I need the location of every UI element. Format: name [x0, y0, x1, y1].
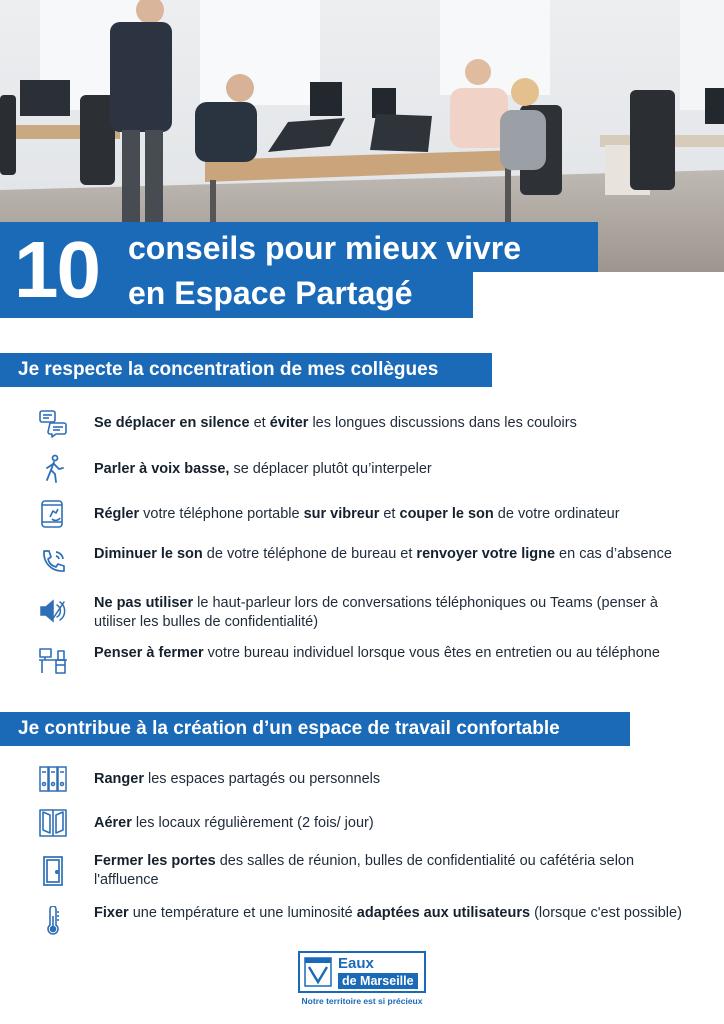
tip-text-segment: en cas d’absence — [555, 546, 672, 562]
tip-text-segment: le haut-parleur lors de conversations téléphoniques ou Teams (penser à utiliser les bulles de confidentialité) — [94, 595, 658, 630]
thermometer-icon — [38, 906, 68, 936]
tip-text-segment: votre bureau individuel lorsque vous êtes en entretien ou au téléphone — [203, 645, 660, 661]
tip-text-segment: et — [249, 415, 270, 431]
tip-text — [94, 852, 694, 890]
tip-text — [94, 644, 694, 663]
tip-text — [94, 814, 694, 833]
tip-text — [94, 545, 694, 564]
tip-emphasis: Fermer les portes — [94, 853, 216, 869]
tip-text-segment: les espaces partagés ou personnels — [143, 771, 381, 787]
tip-emphasis: Diminuer le son — [94, 546, 203, 562]
phone-vibrate-icon — [38, 499, 68, 529]
door-icon — [38, 856, 68, 886]
tip-text-segment: votre téléphone portable — [139, 506, 304, 522]
window-icon — [38, 808, 68, 838]
speaker-muted-icon — [38, 596, 68, 626]
logo-tagline: Notre territoire est si précieux — [301, 996, 423, 1006]
logo-mark-icon — [304, 957, 332, 987]
telephone-icon — [38, 547, 68, 577]
tip-emphasis: Ranger — [94, 771, 144, 787]
tip-text-segment: se déplacer plutôt qu’interpeler — [229, 461, 432, 477]
tip-text — [94, 505, 694, 524]
title-number: 10 — [14, 225, 99, 314]
tip-emphasis: Se déplacer en silence — [94, 415, 250, 431]
tip-text-segment: une température et une luminosité — [128, 905, 357, 921]
tip-text — [94, 770, 694, 789]
tip-emphasis: adaptées aux utilisateurs — [356, 905, 531, 921]
tip-text-segment: les longues discussions dans les couloirs — [308, 415, 577, 431]
section-heading-concentration: Je respecte la concentration de mes collègues — [0, 353, 492, 387]
tip-text-segment: et — [379, 506, 400, 522]
binders-icon — [38, 764, 68, 794]
office-desk-icon — [38, 646, 68, 676]
speech-bubbles-icon — [38, 408, 68, 438]
tip-emphasis: Parler à voix basse, — [94, 461, 230, 477]
tip-emphasis: Fixer — [94, 905, 129, 921]
tip-text-segment: de votre téléphone de bureau et — [202, 546, 417, 562]
tip-emphasis: sur vibreur — [303, 506, 380, 522]
walking-person-icon — [38, 454, 68, 484]
tip-emphasis: Ne pas utiliser — [94, 595, 194, 611]
title-line-2: en Espace Partagé — [128, 275, 413, 311]
tip-emphasis: Penser à fermer — [94, 645, 204, 661]
eaux-de-marseille-logo — [298, 951, 426, 993]
tip-emphasis: éviter — [269, 415, 309, 431]
section-heading-comfort: Je contribue à la création d’un espace de travail confortable — [0, 712, 630, 746]
tip-emphasis: Aérer — [94, 815, 132, 831]
tip-text-segment: des salles de réunion, bulles de confidentialité ou cafétéria selon l'affluence — [94, 853, 635, 888]
tip-text-segment: (lorsque c'est possible) — [530, 905, 682, 921]
logo-name-line-1: Eaux — [338, 955, 374, 972]
tip-emphasis: Régler — [94, 506, 140, 522]
tip-text — [94, 414, 694, 433]
tip-text — [94, 594, 694, 632]
logo-name-line-2: de Marseille — [338, 973, 418, 989]
tip-text-segment: de votre ordinateur — [493, 506, 620, 522]
title-line-1: conseils pour mieux vivre — [128, 230, 522, 266]
tip-text — [94, 904, 694, 923]
tip-emphasis: renvoyer votre ligne — [416, 546, 556, 562]
tip-text-segment: les locaux régulièrement (2 fois/ jour) — [131, 815, 374, 831]
tip-emphasis: couper le son — [399, 506, 494, 522]
tip-text — [94, 460, 694, 479]
